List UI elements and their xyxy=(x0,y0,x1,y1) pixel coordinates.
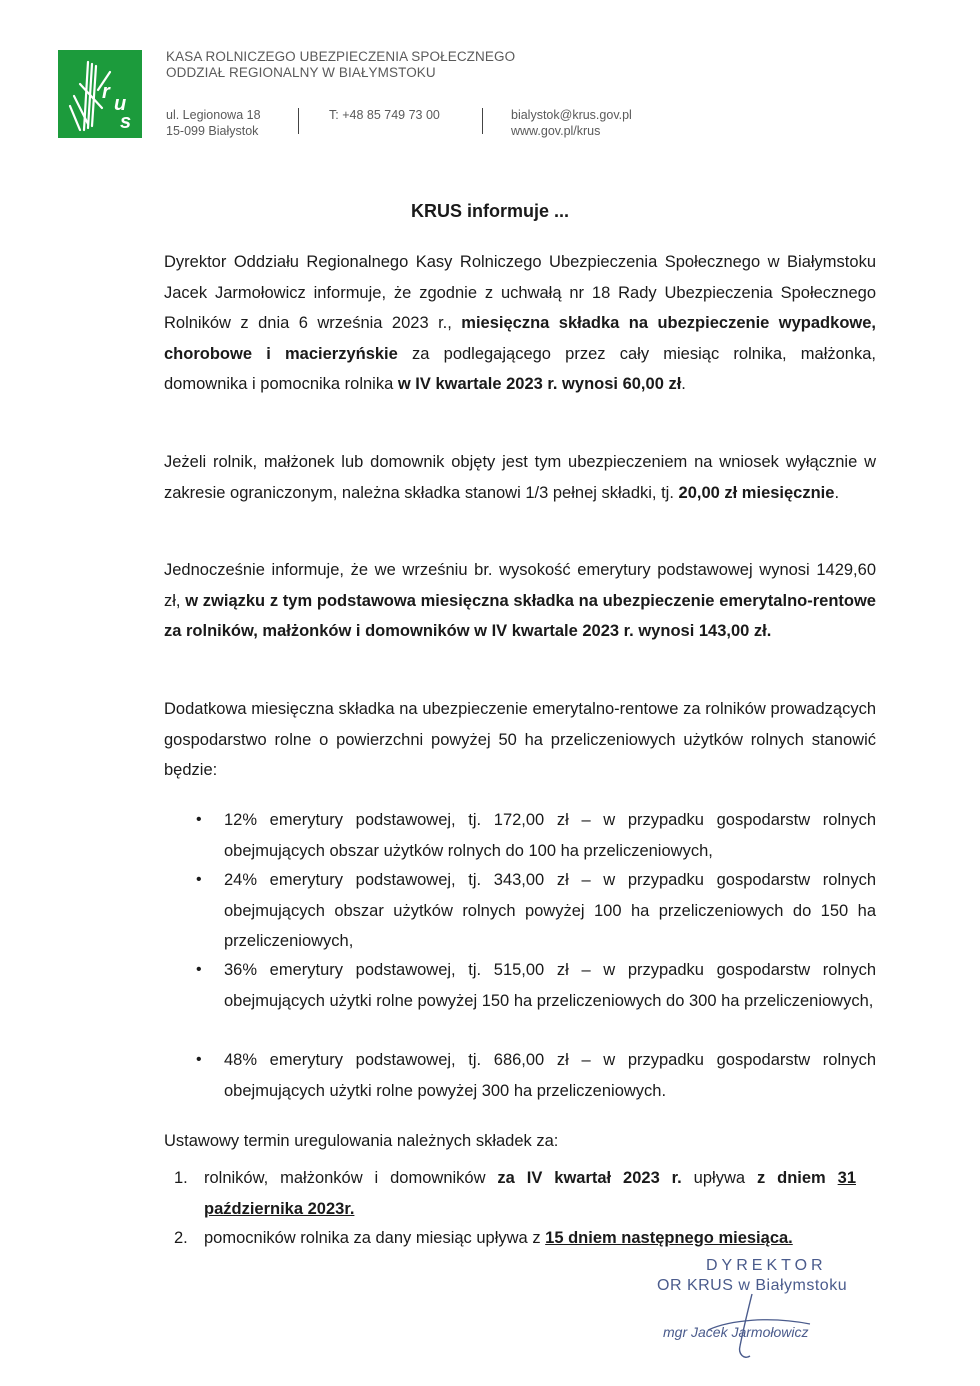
address-street: ul. Legionowa 18 xyxy=(166,108,261,122)
krus-logo-graphic xyxy=(58,50,142,138)
p1-text: Dyrektor Oddziału Regionalnego Kasy Rolniczego Ubezpieczenia Społecznego w Białymstoku Jacek Jarmołowicz informuje, że zgodnie z uchwałą nr 18 Rady Ubezpieczenia Społecznego Rolników z dnia 6 września 2023 r. xyxy=(164,253,876,332)
bullet-marker: • xyxy=(196,961,202,978)
paragraph-3 xyxy=(164,555,876,647)
p1-bold-1: miesięczna składka na ubezpieczenie wypadkowe, chorobowe i macierzyńskie xyxy=(164,314,876,363)
email-link[interactable]: bialystok@krus.gov.pl xyxy=(511,108,632,122)
paragraph-4: Dodatkowa miesięczna składka na ubezpieczenie emerytalno-rentowe za rolników prowadzących gospodarstwo rolne o powierzchni powyżej 50 ha przeliczeniowych użytków rolnych stanowić będzie: xyxy=(164,700,876,779)
deadline-1-bold-2: z dniem xyxy=(756,1169,826,1187)
website-link[interactable]: www.gov.pl/krus xyxy=(511,124,601,138)
list-number: 2. xyxy=(174,1229,188,1247)
list-item: 24% emerytury podstawowej, tj. 343,00 zł – w przypadku gospodarstw rolnych obejmujących obszar użytków rolnych powyżej 100 ha przeliczeniowych do 150 ha przeliczeniowych, xyxy=(224,871,876,950)
organization-name xyxy=(166,49,515,81)
phone-number: T: +48 85 749 73 00 xyxy=(329,108,440,122)
deadline-intro: Ustawowy termin uregulowania należnych składek za: xyxy=(164,1132,559,1150)
list-number: 1. xyxy=(174,1169,188,1187)
header-divider xyxy=(298,108,299,134)
organization-name-line1: KASA ROLNICZEGO UBEZPIECZENIA SPOŁECZNEGO xyxy=(166,49,516,64)
svg-text:u: u xyxy=(114,93,127,115)
p3-text: Jednocześnie informuje, że we wrześniu br. wysokość emerytury podstawowej wynosi 1429,60 zł, xyxy=(164,561,876,610)
p3-bold: w związku z tym podstawowa miesięczna składka na ubezpieczenie emerytalno-rentowe za rolników, małżonków i domowników w IV kwartale 2023 r. wynosi 143,00 zł. xyxy=(164,591,876,640)
paragraph-1 xyxy=(164,247,876,400)
contact-block xyxy=(511,107,632,139)
list-item: 12% emerytury podstawowej, tj. 172,00 zł – w przypadku gospodarstw rolnych obejmujących obszar użytków rolnych do 100 ha przeliczeniowych, xyxy=(224,811,876,860)
signature-office: OR KRUS w Białymstoku xyxy=(657,1277,848,1294)
p1-end: . xyxy=(681,375,686,393)
bullet-marker: • xyxy=(196,1051,202,1068)
deadline-1-text-2: upływa xyxy=(681,1169,757,1187)
organization-name-line2: ODDZIAŁ REGIONALNY W BIAŁYMSTOKU xyxy=(166,65,436,80)
address-city: 15-099 Białystok xyxy=(166,124,259,138)
krus-logo xyxy=(58,50,142,138)
deadline-2-date: 15 dniem następnego miesiąca. xyxy=(545,1229,793,1247)
svg-text:r: r xyxy=(102,81,110,103)
signature-title: DYREKTOR xyxy=(706,1257,827,1274)
header-divider xyxy=(482,108,483,134)
p1-bold-2: w IV kwartale 2023 r. wynosi 60,00 zł xyxy=(397,375,682,393)
list-item: 36% emerytury podstawowej, tj. 515,00 zł – w przypadku gospodarstw rolnych obejmujących użytki rolne powyżej 150 ha przeliczeniowych do 300 ha przeliczeniowych, xyxy=(224,961,876,1010)
document-title: KRUS informuje ... xyxy=(410,201,569,221)
p1-sep: , xyxy=(447,314,462,332)
deadline-1-space xyxy=(826,1169,838,1187)
svg-text:s: s xyxy=(120,111,132,133)
p2-end: . xyxy=(834,483,840,502)
paragraph-2 xyxy=(164,447,876,508)
address-block xyxy=(166,107,261,139)
p2-text: Jeżeli rolnik, małżonek lub domownik objęty jest tym ubezpieczeniem na wniosek wyłącznie w zakresie ograniczonym, należna składka stanowi 1/3 pełnej składki, tj. xyxy=(164,453,876,502)
bullet-marker: • xyxy=(196,811,202,828)
deadline-1-bold: za IV kwartał 2023 r. xyxy=(497,1169,682,1187)
deadline-1-date: 31 października 2023r. xyxy=(204,1169,856,1218)
phone-block xyxy=(329,107,440,123)
deadline-item-2 xyxy=(204,1223,856,1254)
deadline-1-text: rolników, małżonków i domowników xyxy=(204,1169,498,1187)
deadline-item-1 xyxy=(204,1163,856,1224)
list-item: 48% emerytury podstawowej, tj. 686,00 zł – w przypadku gospodarstw rolnych obejmujących użytki rolne powyżej 300 ha przeliczeniowych. xyxy=(224,1051,876,1100)
p2-bold: 20,00 zł miesięcznie xyxy=(678,483,835,502)
deadline-2-text: pomocników rolnika za dany miesiąc upływa z xyxy=(204,1229,546,1247)
bullet-marker: • xyxy=(196,871,202,888)
signature-name: mgr Jacek Jarmołowicz xyxy=(663,1324,809,1340)
p1-text-2: za podlegającego przez cały miesiąc rolnika, małżonka, domownika i pomocnika rolnika xyxy=(164,344,876,393)
